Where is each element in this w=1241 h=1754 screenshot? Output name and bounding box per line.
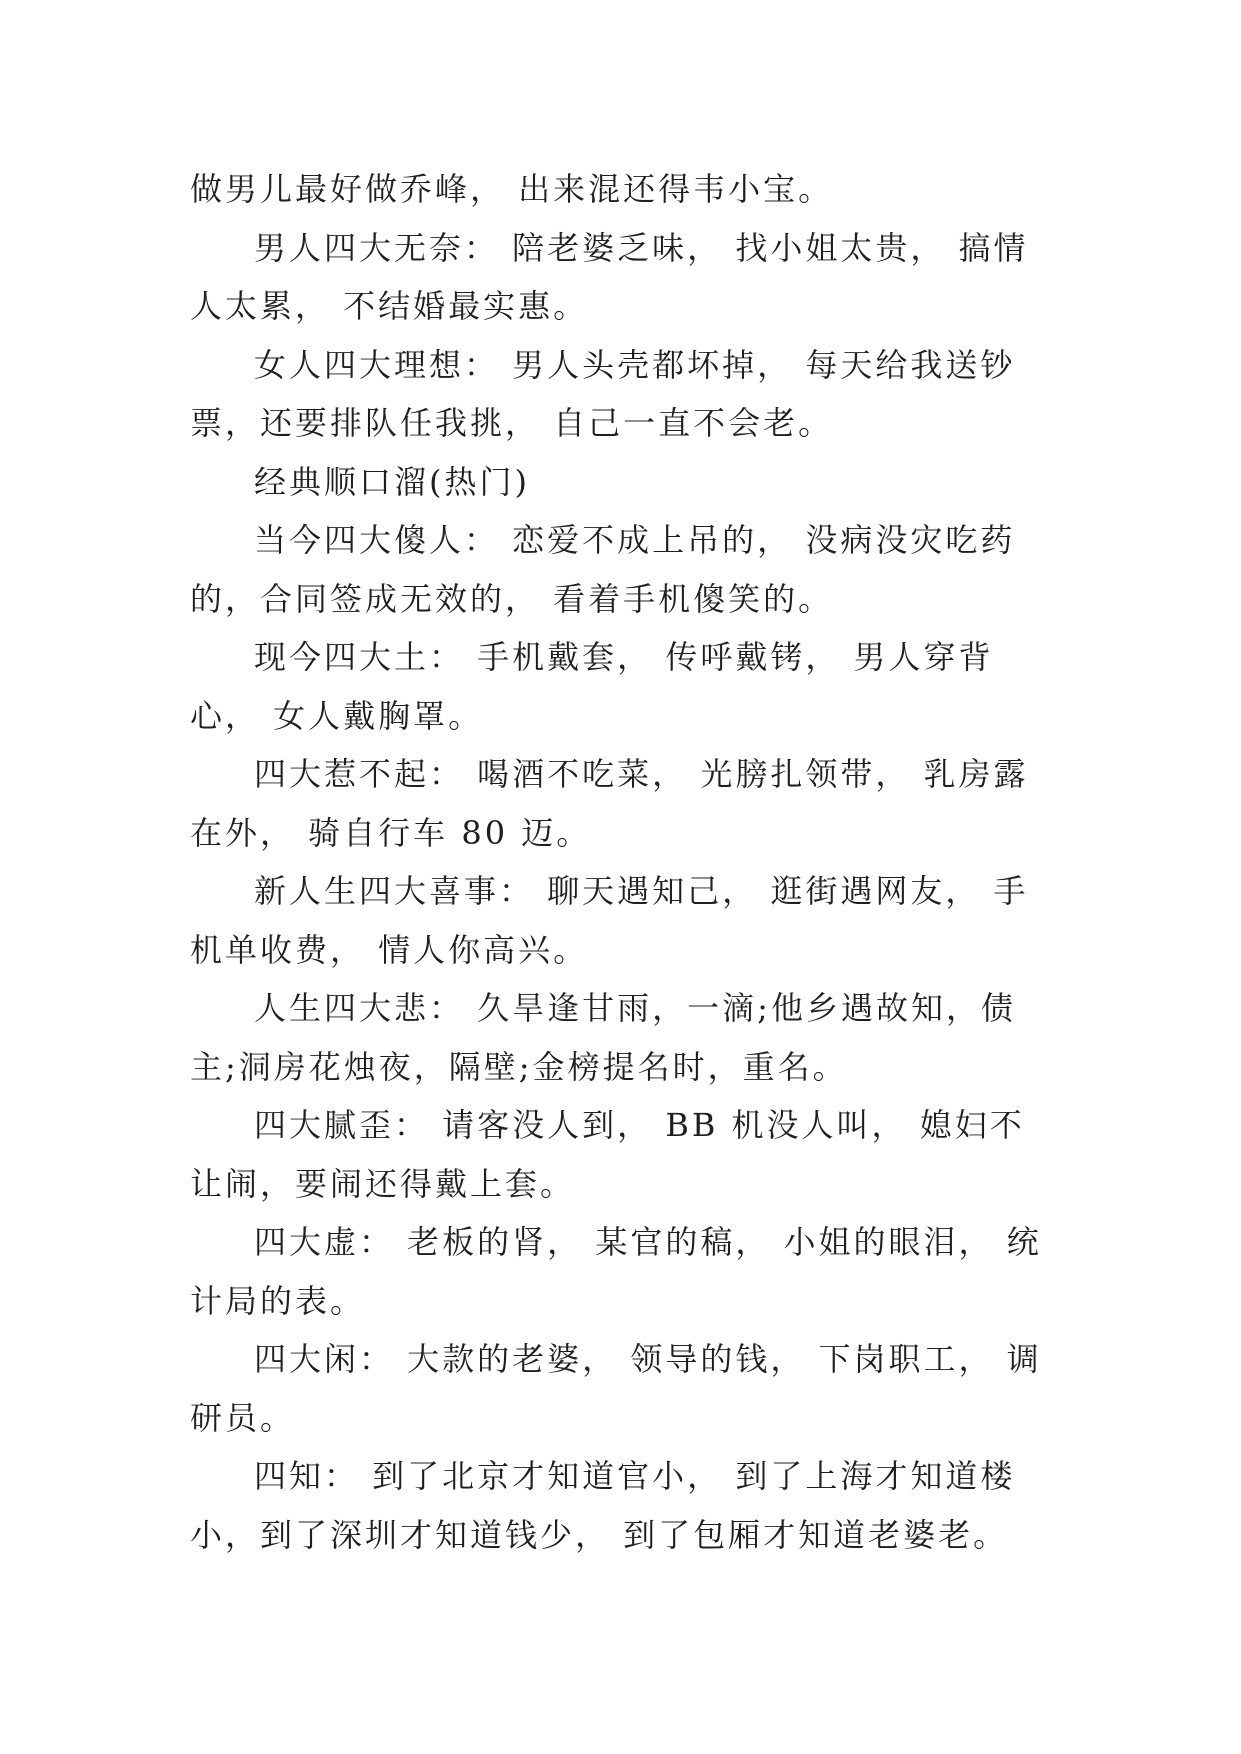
paragraph-text: 做男儿最好做乔峰， 出来混还得韦小宝。 xyxy=(190,170,834,208)
paragraph-13 xyxy=(190,1447,1050,1564)
paragraph-text: 当今四大傻人： 恋爱不成上吊的， 没病没灾吃药的，合同签成无效的， 看着手机傻笑的。 xyxy=(190,521,1016,618)
paragraph-text: 四知： 到了北京才知道官小， 到了上海才知道楼小，到了深圳才知道钱少， 到了包厢才知道老婆老。 xyxy=(190,1457,1016,1554)
paragraph-heading xyxy=(190,453,1050,512)
document-body xyxy=(190,160,1050,1564)
paragraph-text: 现今四大土： 手机戴套， 传呼戴铐， 男人穿背心， 女人戴胸罩。 xyxy=(190,638,994,735)
paragraph-3 xyxy=(190,336,1050,453)
paragraph-text: 新人生四大喜事： 聊天遇知己， 逛街遇网友， 手机单收费， 情人你高兴。 xyxy=(190,872,1029,969)
paragraph-7 xyxy=(190,745,1050,862)
paragraph-2 xyxy=(190,219,1050,336)
paragraph-10 xyxy=(190,1096,1050,1213)
paragraph-text: 四大腻歪： 请客没人到， BB 机没人叫， 媳妇不让闹，要闹还得戴上套。 xyxy=(190,1106,1025,1203)
section-heading: 经典顺口溜(热门) xyxy=(254,462,530,501)
paragraph-8 xyxy=(190,862,1050,979)
paragraph-9 xyxy=(190,979,1050,1096)
paragraph-11 xyxy=(190,1213,1050,1330)
paragraph-text: 男人四大无奈： 陪老婆乏味， 找小姐太贵， 搞情人太累， 不结婚最实惠。 xyxy=(190,228,1029,325)
paragraph-text: 四大惹不起： 喝酒不吃菜， 光膀扎领带， 乳房露在外， 骑自行车 80 迈。 xyxy=(190,755,1029,852)
paragraph-text: 人生四大悲： 久旱逢甘雨，一滴;他乡遇故知，债主;洞房花烛夜，隔壁;金榜提名时，重名。 xyxy=(190,989,1016,1086)
paragraph-text: 女人四大理想： 男人头壳都坏掉， 每天给我送钞票，还要排队任我挑， 自己一直不会老。 xyxy=(190,345,1016,442)
paragraph-text: 四大闲： 大款的老婆， 领导的钱， 下岗职工， 调研员。 xyxy=(190,1340,1042,1437)
paragraph-1 xyxy=(190,160,1050,219)
paragraph-text: 四大虚： 老板的肾， 某官的稿， 小姐的眼泪， 统计局的表。 xyxy=(190,1223,1042,1320)
paragraph-6 xyxy=(190,628,1050,745)
paragraph-5 xyxy=(190,511,1050,628)
paragraph-12 xyxy=(190,1330,1050,1447)
